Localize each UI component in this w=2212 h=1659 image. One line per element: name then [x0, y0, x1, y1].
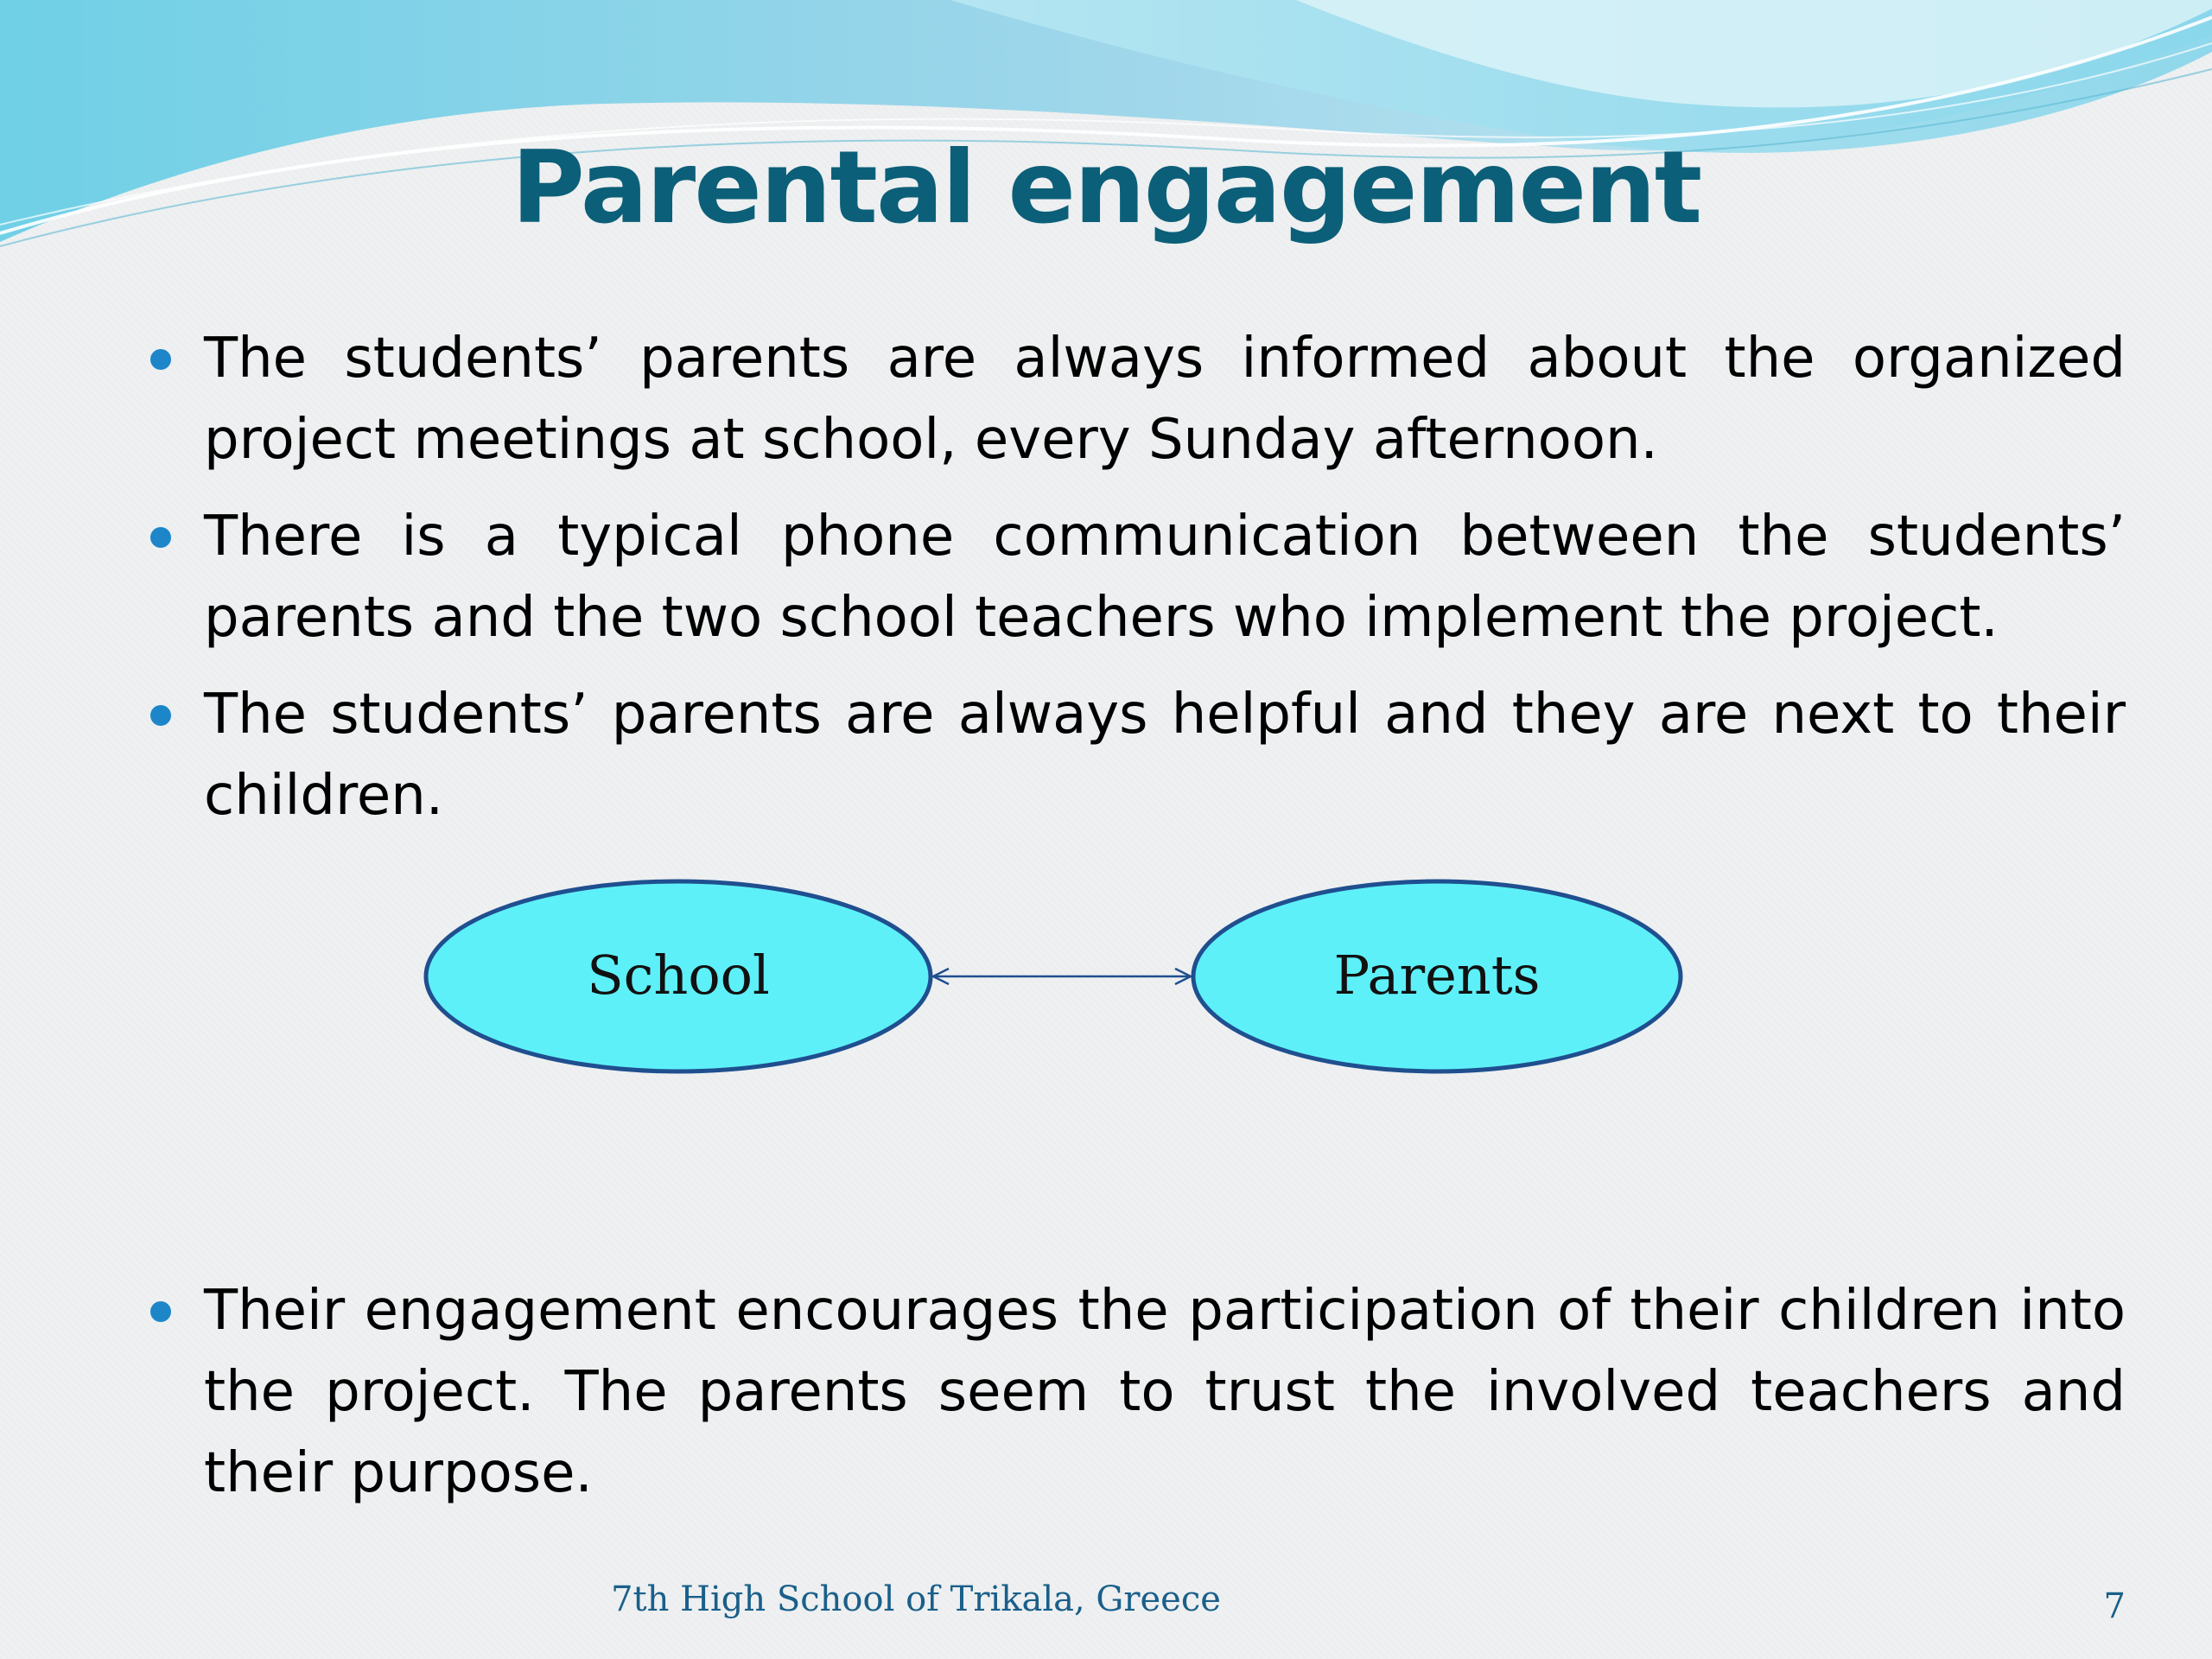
page-number: 7	[2103, 1586, 2126, 1626]
school-node-label: School	[587, 944, 770, 1007]
bullet-list-bottom	[147, 1270, 2126, 1529]
bullet-dot-icon	[150, 527, 171, 548]
bullet-item	[147, 496, 2126, 658]
slide-title: Parental engagement	[511, 130, 1701, 246]
bullet-text: The students’ parents are always helpful and they are next to their children.	[204, 683, 2126, 828]
bullet-list-top	[147, 318, 2126, 852]
bullet-text: Their engagement encourages the participation of their children into the project. The parents seem to trust the involved teachers and their purpose.	[204, 1279, 2126, 1505]
parents-node-label: Parents	[1333, 944, 1541, 1007]
bullet-item	[147, 674, 2126, 836]
bullet-item	[147, 1270, 2126, 1514]
bullet-text: There is a typical phone communication between the students’ parents and the two school teachers who implement the project.	[204, 505, 2126, 650]
footer-text: 7th High School of Trikala, Greece	[611, 1580, 1221, 1619]
bullet-item	[147, 318, 2126, 480]
bullet-dot-icon	[150, 1301, 171, 1322]
bullet-text: The students’ parents are always informed about the organized project meetings at school, every Sunday afternoon.	[204, 327, 2126, 472]
school-parents-diagram	[415, 873, 1694, 1080]
bullet-dot-icon	[150, 705, 171, 726]
bullet-dot-icon	[150, 349, 171, 370]
